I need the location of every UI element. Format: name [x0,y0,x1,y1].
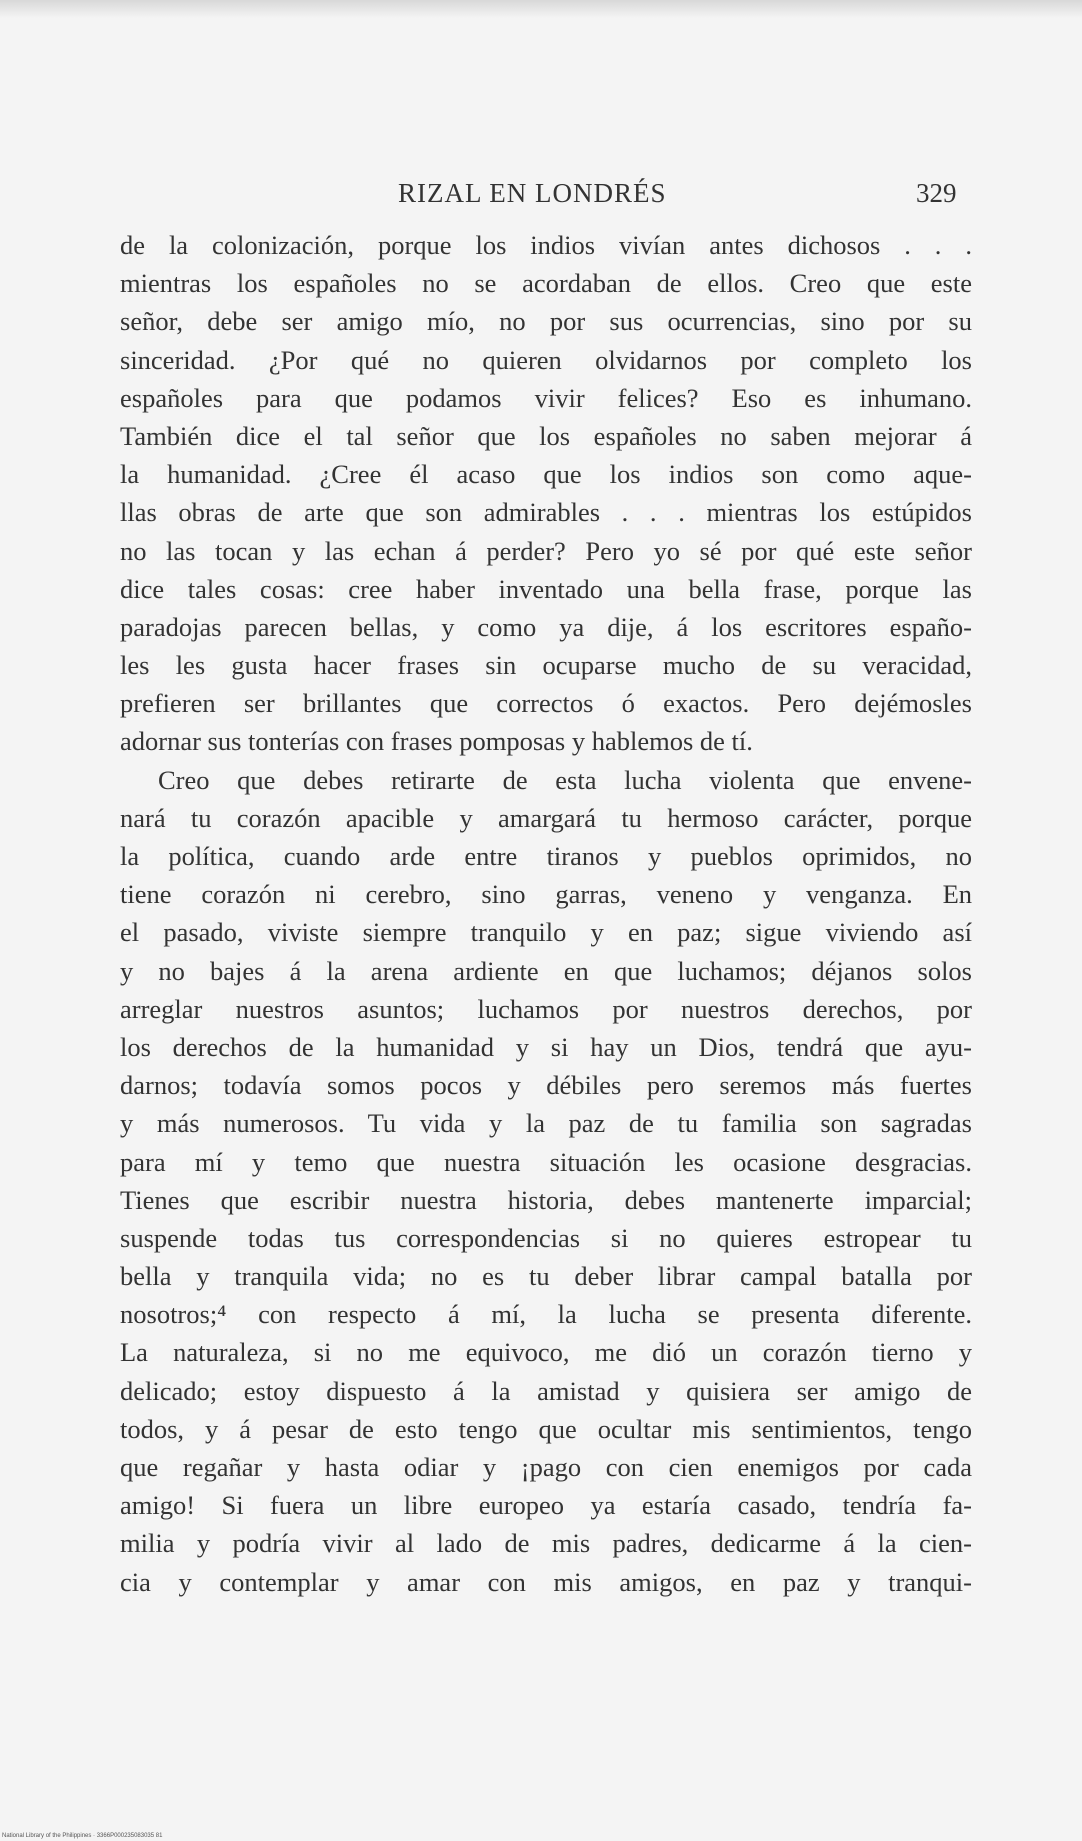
text-line: arreglar nuestros asuntos; luchamos por nuestros derechos, por [120,993,972,1024]
text-line: amigo! Si fuera un libre europeo ya estaría casado, tendría fa- [120,1490,972,1521]
text-line: los derechos de la humanidad y si hay un Dios, tendrá que ayu- [120,1031,972,1062]
text-line: españoles para que podamos vivir felices? Eso es inhumano. [120,382,972,413]
text-line: sinceridad. ¿Por qué no quieren olvidarnos por completo los [120,344,972,375]
text-line: Creo que debes retirarte de esta lucha violenta que envene- [158,764,972,795]
text-line: que regañar y hasta odiar y ¡pago con cien enemigos por cada [120,1452,972,1482]
paragraph-1 [120,226,972,761]
body-text [120,226,972,1601]
text-line: adornar sus tonterías con frases pomposas y hablemos de tí. [120,726,753,757]
text-line: suspende todas tus correspondencias si no quieres estropear tu [120,1222,972,1253]
text-line: la política, cuando arde entre tiranos y pueblos oprimidos, no [120,841,972,871]
text-line: darnos; todavía somos pocos y débiles pero seremos más fuertes [120,1070,972,1101]
text-line: nará tu corazón apacible y amargará tu hermoso carácter, porque [120,802,972,833]
running-title: RIZAL EN LONDRÉS [398,178,667,208]
scan-credit: National Library of the Philippines · 3366P000235083035 81 [2,1833,163,1839]
text-line: no las tocan y las echan á perder? Pero yo sé por qué este señor [120,535,972,566]
text-line: milia y podría vivir al lado de mis padres, dedicarme á la cien- [120,1528,972,1559]
text-line: bella y tranquila vida; no es tu deber librar campal batalla por [120,1261,972,1292]
text-line: llas obras de arte que son admirables . . . mientras los estúpidos [120,497,972,528]
text-line: prefieren ser brillantes que correctos ó exactos. Pero dejémosles [120,688,972,719]
text-line: cia y contemplar y amar con mis amigos, en paz y tranqui- [120,1566,972,1597]
text-line: la humanidad. ¿Cree él acaso que los indios son como aque- [120,459,972,490]
text-line: señor, debe ser amigo mío, no por sus ocurrencias, sino por su [120,306,972,337]
text-line: tiene corazón ni cerebro, sino garras, veneno y venganza. En [120,879,972,910]
text-line: Tienes que escribir nuestra historia, debes mantenerte imparcial; [120,1184,972,1215]
text-line: delicado; estoy dispuesto á la amistad y quisiera ser amigo de [120,1375,972,1406]
text-line: dice tales cosas: cree haber inventado una bella frase, porque las [120,573,972,604]
text-line: paradojas parecen bellas, y como ya dije, á los escritores españo- [120,611,972,642]
text-line: nosotros;⁴ con respecto á mí, la lucha se presenta diferente. [120,1299,972,1330]
text-line: les les gusta hacer frases sin ocuparse mucho de su veracidad, [120,650,972,681]
text-line: También dice el tal señor que los españoles no saben mejorar á [120,420,972,451]
text-line: de la colonización, porque los indios vivían antes dichosos . . . [120,230,972,260]
text-line: mientras los españoles no se acordaban de ellos. Creo que este [120,268,972,299]
paragraph-2 [120,761,972,1601]
text-line: para mí y temo que nuestra situación les ocasione desgracias. [120,1146,972,1177]
text-line: La naturaleza, si no me equivoco, me dió un corazón tierno y [120,1337,972,1368]
page-number: 329 [916,178,957,208]
text-line: y más numerosos. Tu vida y la paz de tu familia son sagradas [120,1108,972,1139]
text-line: y no bajes á la arena ardiente en que luchamos; déjanos solos [120,955,972,986]
text-line: todos, y á pesar de esto tengo que ocultar mis sentimientos, tengo [120,1413,972,1444]
text-line: el pasado, viviste siempre tranquilo y en paz; sigue viviendo así [120,917,972,948]
